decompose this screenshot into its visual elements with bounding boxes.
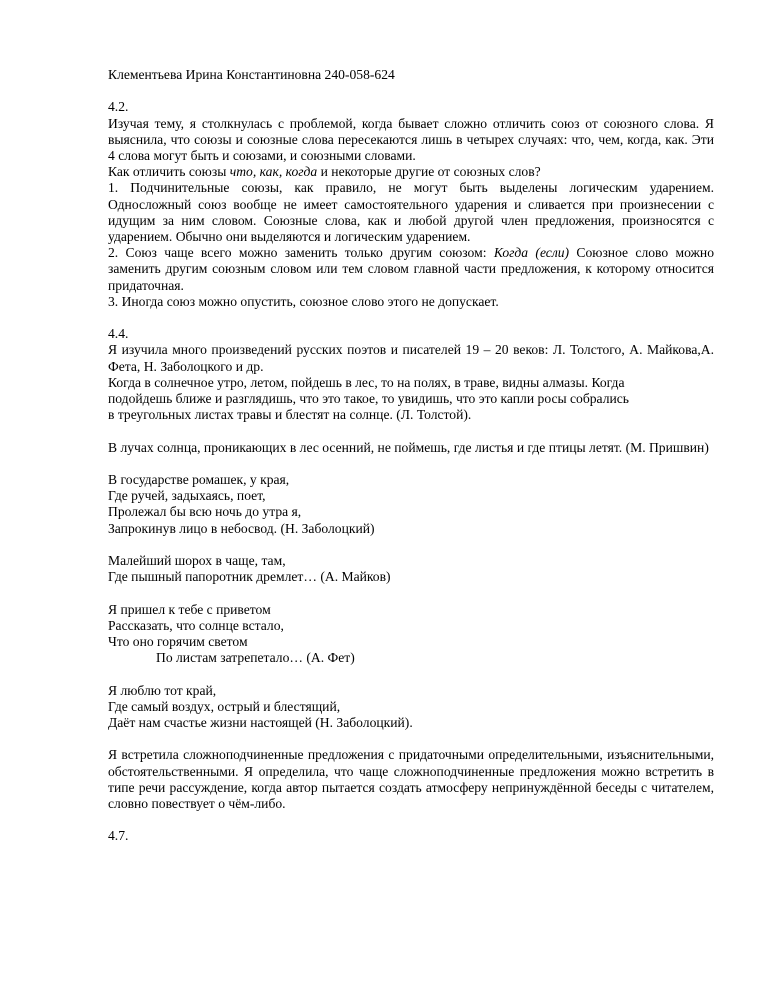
section-number-4-7: 4.7.: [108, 828, 129, 844]
zabolotsky-poem-1: [108, 472, 714, 537]
quote-line: Когда в солнечное утро, летом, пойдешь в лес, то на полях, в траве, видны алмазы. Когда: [108, 374, 625, 390]
author-header: Клементьева Ирина Константиновна 240-058-624: [108, 67, 395, 82]
section-number-4-2: 4.2.: [108, 99, 129, 115]
question-text-italic: что, как, когда: [229, 164, 318, 180]
document-page: [108, 67, 714, 845]
poem-line: Я люблю тот край,: [108, 682, 217, 698]
poem-line: Даёт нам счастье жизни настоящей (Н. Заболоцкий).: [108, 715, 413, 731]
section-4-4-intro: Я изучила много произведений русских поэтов и писателей 19 – 20 веков: Л. Толстого, А. Майкова,А. Фета, Н. Заболоцкого и др.: [108, 342, 714, 374]
poem-line: Где пышный папоротник дремлет… (А. Майков): [108, 569, 391, 585]
quote-line: подойдешь ближе и разглядишь, что это такое, то увидишь, что это капли росы собрались: [108, 391, 630, 407]
zabolotsky-poem-2: [108, 683, 714, 732]
poem-line: Где ручей, задыхаясь, поет,: [108, 488, 266, 504]
section-4-2-question: [108, 164, 714, 180]
section-4-2-intro: Изучая тему, я столкнулась с проблемой, когда бывает сложно отличить союз от союзного слова. Я выяснила, что союзы и союзные слова пересекаются лишь в четырех случаях: что, чем, когда, как. Эти 4 слова могут быть и союзами, и союзными словами.: [108, 115, 714, 163]
section-4-2-point-3: 3. Иногда союз можно опустить, союзное слово этого не допускает.: [108, 293, 499, 309]
fet-poem: [108, 602, 714, 667]
poem-line: Малейший шорох в чаще, там,: [108, 553, 286, 569]
tolstoy-quote: [108, 375, 714, 424]
question-text-start: Как отличить союзы: [108, 164, 230, 180]
poem-line: По листам затрепетало… (А. Фет): [156, 650, 355, 666]
question-text-end: и некоторые другие от союзных слов?: [317, 164, 541, 180]
poem-line: В государстве ромашек, у края,: [108, 472, 290, 488]
section-number-4-4: 4.4.: [108, 326, 129, 342]
quote-line: в треугольных листах травы и блестят на солнце. (Л. Толстой).: [108, 407, 472, 423]
section-4-2-point-1: 1. Подчинительные союзы, как правило, не могут быть выделены логическим ударением. Односложный союз вообще не имеет самостоятельного ударения и сливается при произнесении с идущим за ним словом. Союзные слова, как и любой другой член предложения, произносятся с ударением. Обычно они выделяются и логическим ударением.: [108, 180, 714, 245]
point-2-text-end: Союзное слово можно заменить другим союзным словом или тем словом главной части предложения, к которому относится придаточная.: [108, 245, 714, 293]
poem-line: Что оно горячим светом: [108, 634, 248, 650]
point-2-text-start: 2. Союз чаще всего можно заменить только другим союзом:: [108, 245, 494, 261]
poem-line: Рассказать, что солнце встало,: [108, 617, 284, 633]
poem-line: Запрокинув лицо в небосвод. (Н. Заболоцкий): [108, 520, 375, 536]
poem-line: Где самый воздух, острый и блестящий,: [108, 698, 341, 714]
maikov-poem: [108, 553, 714, 585]
poem-line: Пролежал бы всю ночь до утра я,: [108, 504, 302, 520]
point-2-text-italic: Когда (если): [493, 245, 570, 261]
prishvin-quote: В лучах солнца, проникающих в лес осенний, не поймешь, где листья и где птицы летят. (М. Пришвин): [108, 439, 709, 455]
section-4-4-conclusion: Я встретила сложноподчиненные предложения с придаточными определительными, изъяснительными, обстоятельственными. Я определила, что чаще сложноподчиненные предложения можно встретить в типе речи рассуждение, когда автор пытается создать атмосферу непринуждённой беседы с читателем, словно повествует о чём-либо.: [108, 747, 714, 812]
section-4-2-point-2: [108, 245, 714, 294]
poem-line: Я пришел к тебе с приветом: [108, 601, 271, 617]
